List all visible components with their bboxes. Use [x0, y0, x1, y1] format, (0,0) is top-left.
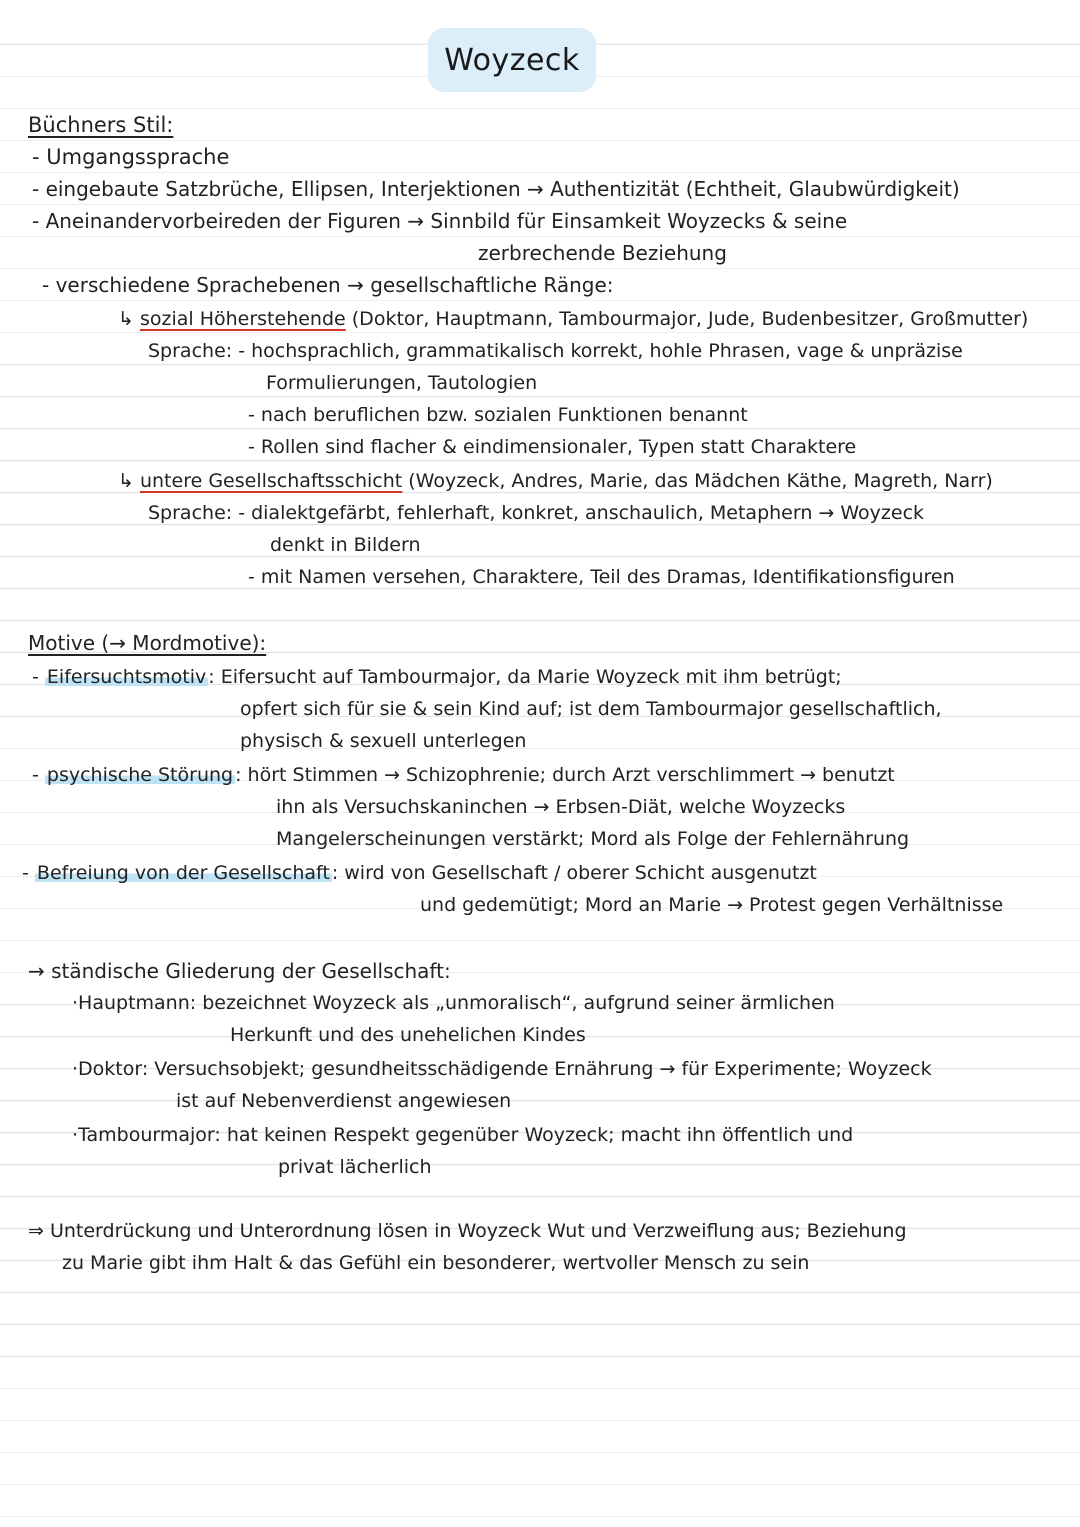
term-detail: (Woyzeck, Andres, Marie, das Mädchen Käthe, Magreth, Narr) [402, 470, 993, 492]
motiv-line: ihn als Versuchskaninchen → Erbsen-Diät, welche Woyzecks [276, 796, 846, 818]
motiv-label: Eifersuchtsmotiv [46, 666, 207, 688]
rang-label: ·Tambourmajor: [72, 1124, 221, 1146]
term-sozial-hoeherstehende: sozial Höherstehende [139, 308, 346, 330]
motiv-line: opfert sich für sie & sein Kind auf; ist dem Tambourmajor gesellschaftlich, [240, 698, 942, 720]
stil-line: - verschiedene Sprachebenen → gesellschaftliche Ränge: [42, 273, 614, 297]
section-heading-motive: Motive (→ Mordmotive): [28, 631, 267, 655]
term-detail: (Doktor, Hauptmann, Tambourmajor, Jude, Budenbesitzer, Großmutter) [345, 308, 1029, 330]
stil-line-hoeherstehende [118, 304, 1028, 334]
rang-doktor: ·Doktor: Versuchsobjekt; gesundheitsschädigende Ernährung → für Experimente; Woyzeck [72, 1058, 932, 1080]
title-banner [428, 28, 596, 92]
motiv-line: Mangelerscheinungen verstärkt; Mord als Folge der Fehlernährung [276, 828, 910, 850]
stil-line: - nach beruflichen bzw. sozialen Funktionen benannt [248, 404, 748, 426]
stil-line: Sprache: - dialektgefärbt, fehlerhaft, konkret, anschaulich, Metaphern → Woyzeck [148, 502, 925, 524]
term-untere-gesellschaftsschicht: untere Gesellschaftsschicht [139, 470, 403, 492]
stil-line: - Rollen sind flacher & eindimensionaler, Typen statt Charaktere [248, 436, 857, 458]
motiv-psychische-stoerung: - psychische Störung : hört Stimmen → Schizophrenie; durch Arzt verschlimmert → benutzt [32, 764, 895, 786]
rang-label: ·Hauptmann: [72, 992, 197, 1014]
stil-line: - mit Namen versehen, Charaktere, Teil des Dramas, Identifikationsfiguren [248, 566, 955, 588]
rang-label: ·Doktor: [72, 1058, 149, 1080]
rang-line: privat lächerlich [278, 1156, 432, 1178]
motiv-line: und gedemütigt; Mord an Marie → Protest gegen Verhältnisse [420, 894, 1004, 916]
motiv-label: Befreiung von der Gesellschaft [36, 862, 330, 884]
stil-line: - eingebaute Satzbrüche, Ellipsen, Interjektionen → Authentizität (Echtheit, Glaubwürdigkeit) [32, 177, 960, 201]
section-heading-gliederung: → ständische Gliederung der Gesellschaft: [28, 959, 451, 983]
stil-line: zerbrechende Beziehung [478, 241, 727, 265]
stil-line: - Umgangssprache [32, 145, 230, 169]
motiv-befreiung: - Befreiung von der Gesellschaft : wird von Gesellschaft / oberer Schicht ausgenutzt [22, 862, 817, 884]
stil-line: - Aneinandervorbeireden der Figuren → Sinnbild für Einsamkeit Woyzecks & seine [32, 209, 848, 233]
stil-line-untere-schicht [118, 466, 993, 496]
page-title: Woyzeck [444, 42, 580, 78]
section-heading-stil: Büchners Stil: [28, 113, 174, 137]
motiv-label: psychische Störung [46, 764, 234, 786]
conclusion-line: ⇒ Unterdrückung und Unterordnung lösen in Woyzeck Wut und Verzweiflung aus; Beziehung [28, 1220, 907, 1242]
rang-line: ist auf Nebenverdienst angewiesen [176, 1090, 512, 1112]
stil-line: Sprache: - hochsprachlich, grammatikalisch korrekt, hohle Phrasen, vage & unpräzise [148, 340, 963, 362]
arrow-icon: ↳ [118, 470, 140, 492]
stil-line: denkt in Bildern [270, 534, 421, 556]
rang-hauptmann: ·Hauptmann: bezeichnet Woyzeck als „unmoralisch“, aufgrund seiner ärmlichen [72, 992, 835, 1014]
motiv-line: physisch & sexuell unterlegen [240, 730, 527, 752]
conclusion-line: zu Marie gibt ihm Halt & das Gefühl ein besonderer, wertvoller Mensch zu sein [62, 1252, 810, 1274]
motiv-eifersucht: - Eifersuchtsmotiv : Eifersucht auf Tambourmajor, da Marie Woyzeck mit ihm betrügt; [32, 666, 842, 688]
rang-line: Herkunft und des unehelichen Kindes [230, 1024, 586, 1046]
rang-tambourmajor: ·Tambourmajor: hat keinen Respekt gegenüber Woyzeck; macht ihn öffentlich und [72, 1124, 854, 1146]
stil-line: Formulierungen, Tautologien [266, 372, 538, 394]
arrow-icon: ↳ [118, 308, 140, 330]
